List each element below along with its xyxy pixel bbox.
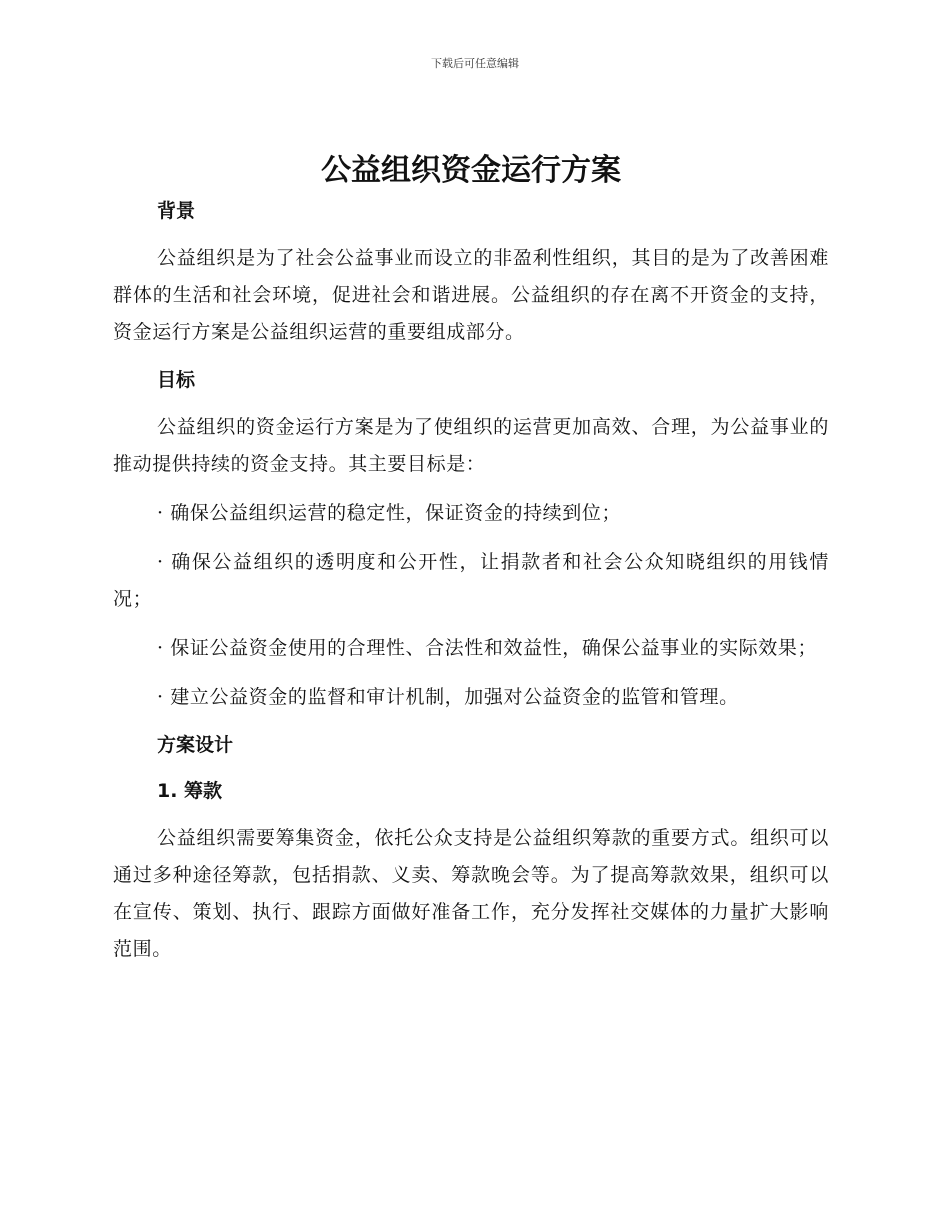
goal-bullet-1: · 确保公益组织运营的稳定性，保证资金的持续到位； [157,502,622,524]
document-title: 公益组织资金运行方案 [321,153,621,188]
goal-bullet-3: · 保证公益资金使用的合理性、合法性和效益性，确保公益事业的实际效果； [157,637,818,659]
goal-bullet-4: · 建立公益资金的监督和审计机制，加强对公益资金的监管和管理。 [157,686,739,708]
fundraising-paragraph: 公益组织需要筹集资金，依托公众支持是公益组织筹款的重要方式。组织可以通过多种途径筹款，包括捐款、义卖、筹款晚会等。为了提高筹款效果，组织可以在宣传、策划、执行、跟踪方面做好准备工作，充分发挥社交媒体的力量扩大影响范围。 [113,827,829,960]
section-heading-design: 方案设计 [157,734,234,756]
section-heading-goals: 目标 [157,369,196,391]
background-paragraph: 公益组织是为了社会公益事业而设立的非盈利性组织，其目的是为了改善困难群体的生活和社会环境，促进社会和谐进展。公益组织的存在离不开资金的支持，资金运行方案是公益组织运营的重要组成部分。 [113,247,829,343]
goals-paragraph: 公益组织的资金运行方案是为了使组织的运营更加高效、合理，为公益事业的推动提供持续的资金支持。其主要目标是： [113,416,829,475]
document-body [113,148,829,968]
subheading-fundraising: 1. 筹款 [157,780,223,802]
goal-bullet-2: · 确保公益组织的透明度和公开性，让捐款者和社会公众知晓组织的用钱情况； [113,551,829,610]
section-heading-background: 背景 [157,200,196,222]
header-note: 下载后可任意编辑 [431,57,519,70]
